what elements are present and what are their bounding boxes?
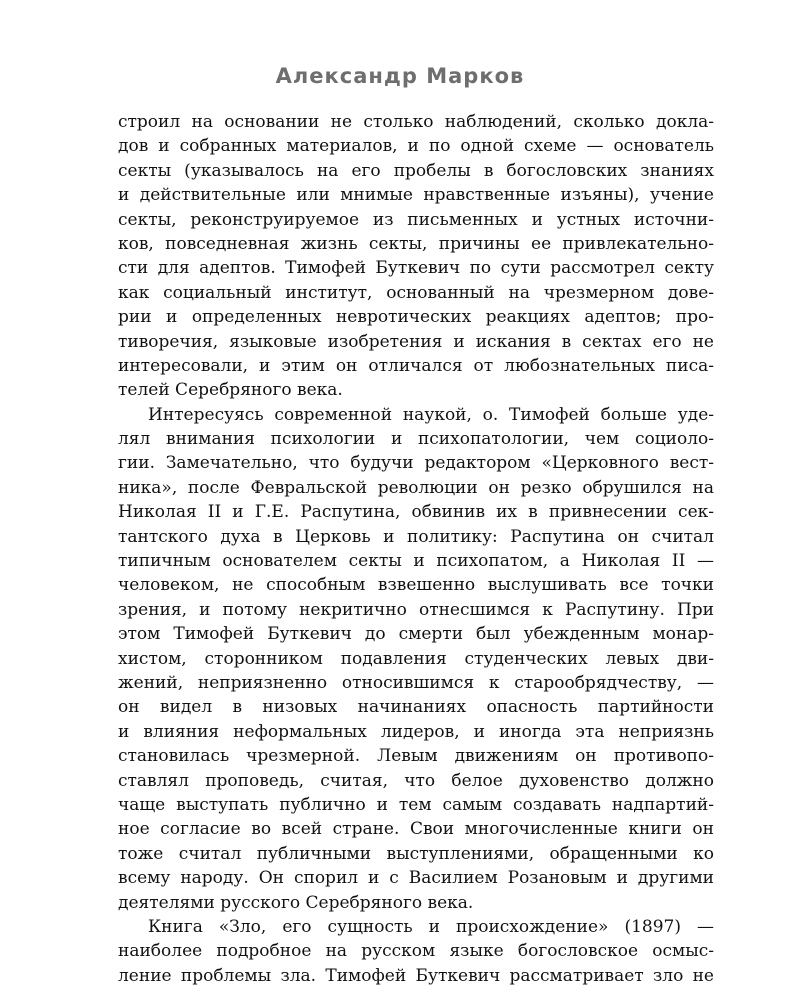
text-line: и влияния неформальных лидеров, и иногда эта неприязнь: [118, 721, 714, 742]
text-line: и действительные или мнимые нравственные изъяны), учение: [118, 185, 714, 206]
text-line: тиворечия, языковые изобретения и искания в сектах его не: [118, 331, 714, 352]
text-line: становилась чрезмерной. Левым движениям он противопо-: [118, 746, 714, 767]
text-line: наиболее подробное на русском языке богословское осмыс-: [118, 941, 714, 962]
text-line: ника», после Февральской революции он резко обрушился на: [118, 477, 714, 498]
text-line: зрения, и потому некритично отнесшимся к Распутину. При: [118, 599, 714, 620]
paragraph-3: [118, 915, 714, 988]
text-line: деятелями русского Серебряного века.: [118, 892, 474, 913]
text-line: гии. Замечательно, что будучи редактором «Церковного вест-: [118, 453, 714, 474]
text-line: Николая II и Г.Е. Распутина, обвинив их в привнесении сек-: [118, 502, 714, 523]
text-line: жений, неприязненно относившимся к старообрядчеству, —: [118, 672, 714, 693]
text-line: Интересуясь современной наукой, о. Тимофей больше уде-: [148, 404, 714, 425]
text-line: секты, реконструируемое из письменных и устных источни-: [118, 209, 714, 230]
text-line: Книга «Зло, его сущность и происхождение» (1897) —: [148, 916, 714, 937]
text-line: он видел в низовых начинаниях опасность партийности: [118, 697, 714, 718]
text-line: ление проблемы зла. Тимофей Буткевич рассматривает зло не: [118, 965, 714, 986]
text-line: строил на основании не столько наблюдений, сколько докла-: [118, 112, 714, 132]
paragraph-2: [118, 403, 714, 915]
text-line: лял внимания психологии и психопатологии, чем социоло-: [118, 429, 714, 450]
text-line: типичным основателем секты и психопатом, а Николая II —: [118, 551, 714, 572]
text-line: сти для адептов. Тимофей Буткевич по сути рассмотрел секту: [118, 258, 714, 279]
text-line: ное согласие во всей стране. Свои многочисленные книги он: [118, 819, 714, 840]
text-line: дов и собранных материалов, и по одной схеме — основатель: [118, 136, 714, 157]
text-line: рии и определенных невротических реакциях адептов; про-: [118, 307, 714, 328]
text-line: интересовали, и этим он отличался от любознательных писа-: [118, 355, 714, 376]
text-line: всему народу. Он спорил и с Василием Розановым и другими: [118, 868, 714, 889]
text-line: как социальный институт, основанный на чрезмерном дове-: [118, 282, 714, 303]
body-text: [118, 110, 714, 988]
text-line: тантского духа в Церковь и политику: Распутина он считал: [118, 526, 714, 547]
text-line: тоже считал публичными выступлениями, обращенными ко: [118, 843, 714, 864]
text-line: телей Серебряного века.: [118, 380, 343, 401]
text-line: хистом, сторонником подавления студенческих левых дви-: [118, 648, 714, 669]
text-line: чаще выступать публично и тем самым создавать надпартий-: [118, 794, 714, 815]
paragraph-1: [118, 110, 714, 403]
text-line: секты (указывалось на его пробелы в богословских знаниях: [118, 160, 714, 181]
text-line: ков, повседневная жизнь секты, причины ее привлекательно-: [118, 233, 714, 254]
text-line: этом Тимофей Буткевич до смерти был убежденным монар-: [118, 624, 714, 645]
text-line: человеком, не способным взвешенно выслушивать все точки: [118, 575, 714, 596]
text-line: ставлял проповедь, считая, что белое духовенство должно: [118, 770, 714, 791]
running-head-author: Александр Марков: [275, 64, 525, 88]
